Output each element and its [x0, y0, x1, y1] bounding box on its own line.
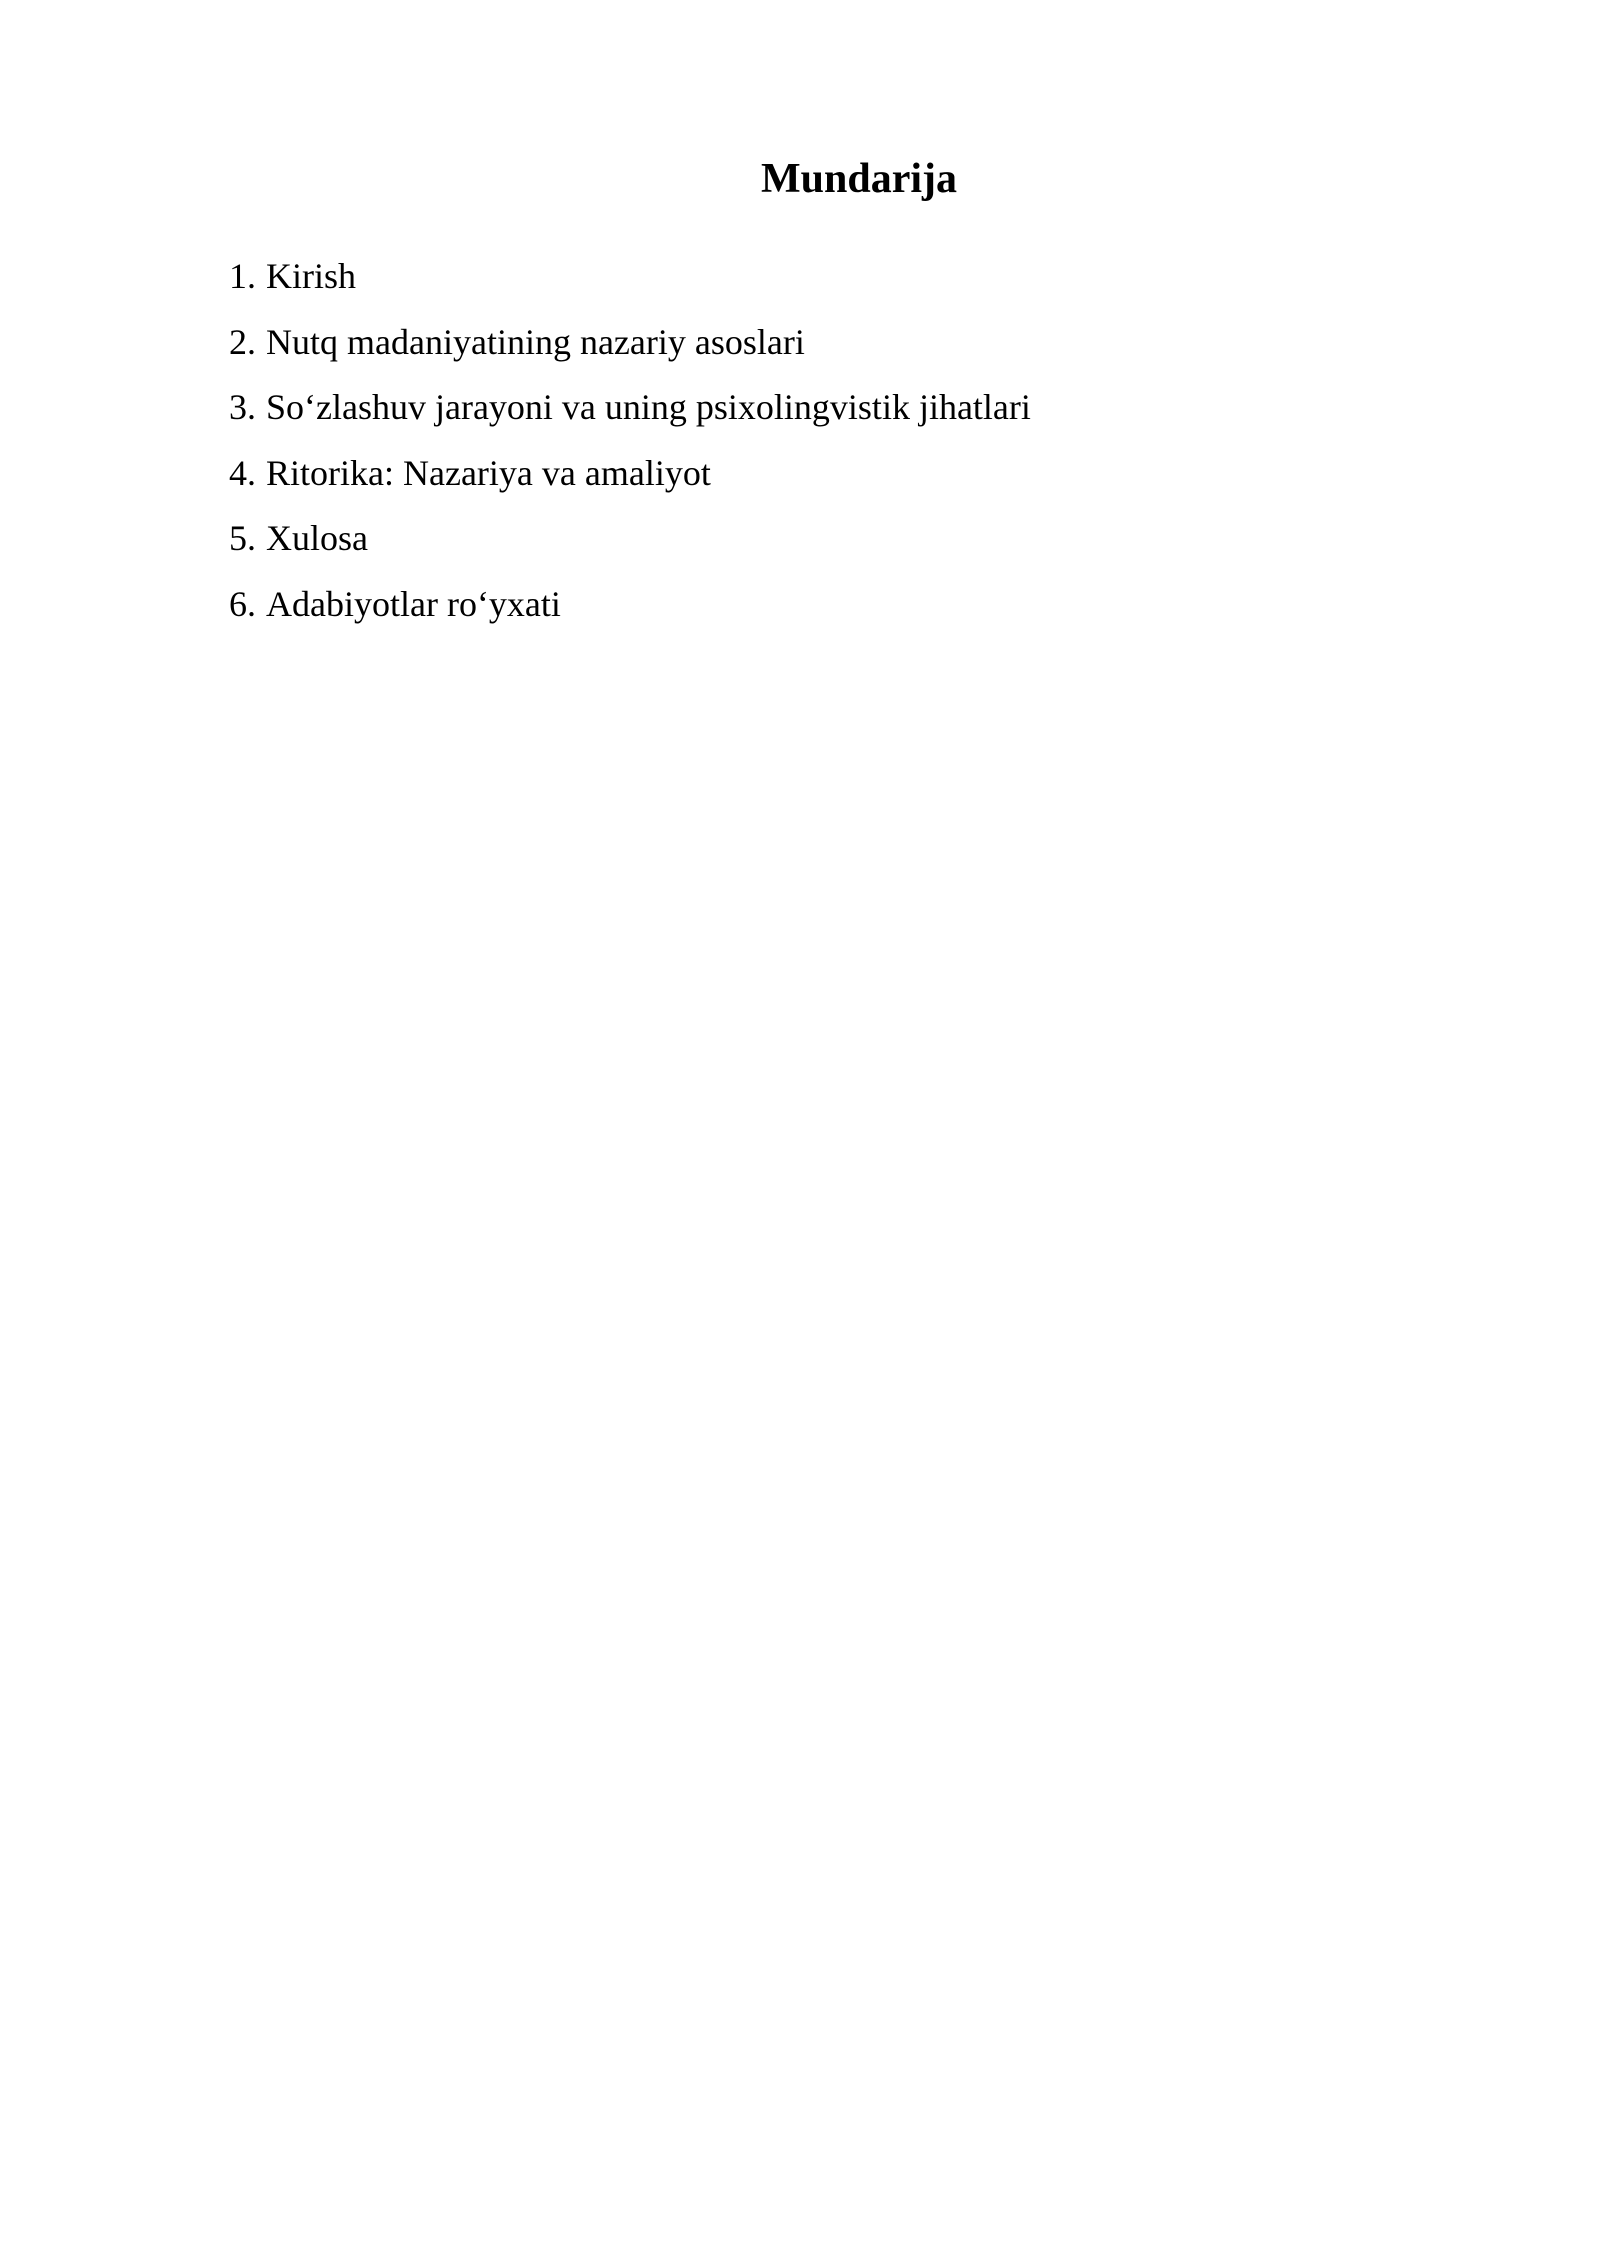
- toc-item-adabiyotlar: [229, 572, 1031, 638]
- toc-item-number: 2.: [229, 321, 256, 362]
- toc-item-number: 3.: [229, 387, 256, 427]
- toc-item-text: Nutq madaniyatining nazariy asoslari: [266, 321, 805, 362]
- toc-item-number: 5.: [229, 518, 256, 558]
- toc-item-text: So‘zlashuv jarayoni va uning psixolingvistik jihatlari: [266, 387, 1031, 427]
- toc-item-text: Xulosa: [266, 518, 368, 558]
- table-of-contents: [229, 244, 1031, 637]
- toc-item-nutq-madaniyati: [229, 310, 1031, 376]
- toc-item-kirish: [229, 244, 1031, 310]
- toc-item-text: Ritorika: Nazariya va amaliyot: [266, 452, 711, 493]
- toc-item-text: Kirish: [266, 256, 356, 296]
- toc-item-text: Adabiyotlar ro‘yxati: [266, 583, 561, 624]
- toc-item-ritorika: [229, 441, 1031, 507]
- toc-item-number: 6.: [229, 583, 256, 624]
- toc-item-xulosa: [229, 506, 1031, 572]
- toc-item-sozlashuv: [229, 375, 1031, 441]
- toc-item-number: 4.: [229, 452, 256, 493]
- page-title: Mundarija: [760, 156, 957, 202]
- toc-item-number: 1.: [229, 256, 256, 296]
